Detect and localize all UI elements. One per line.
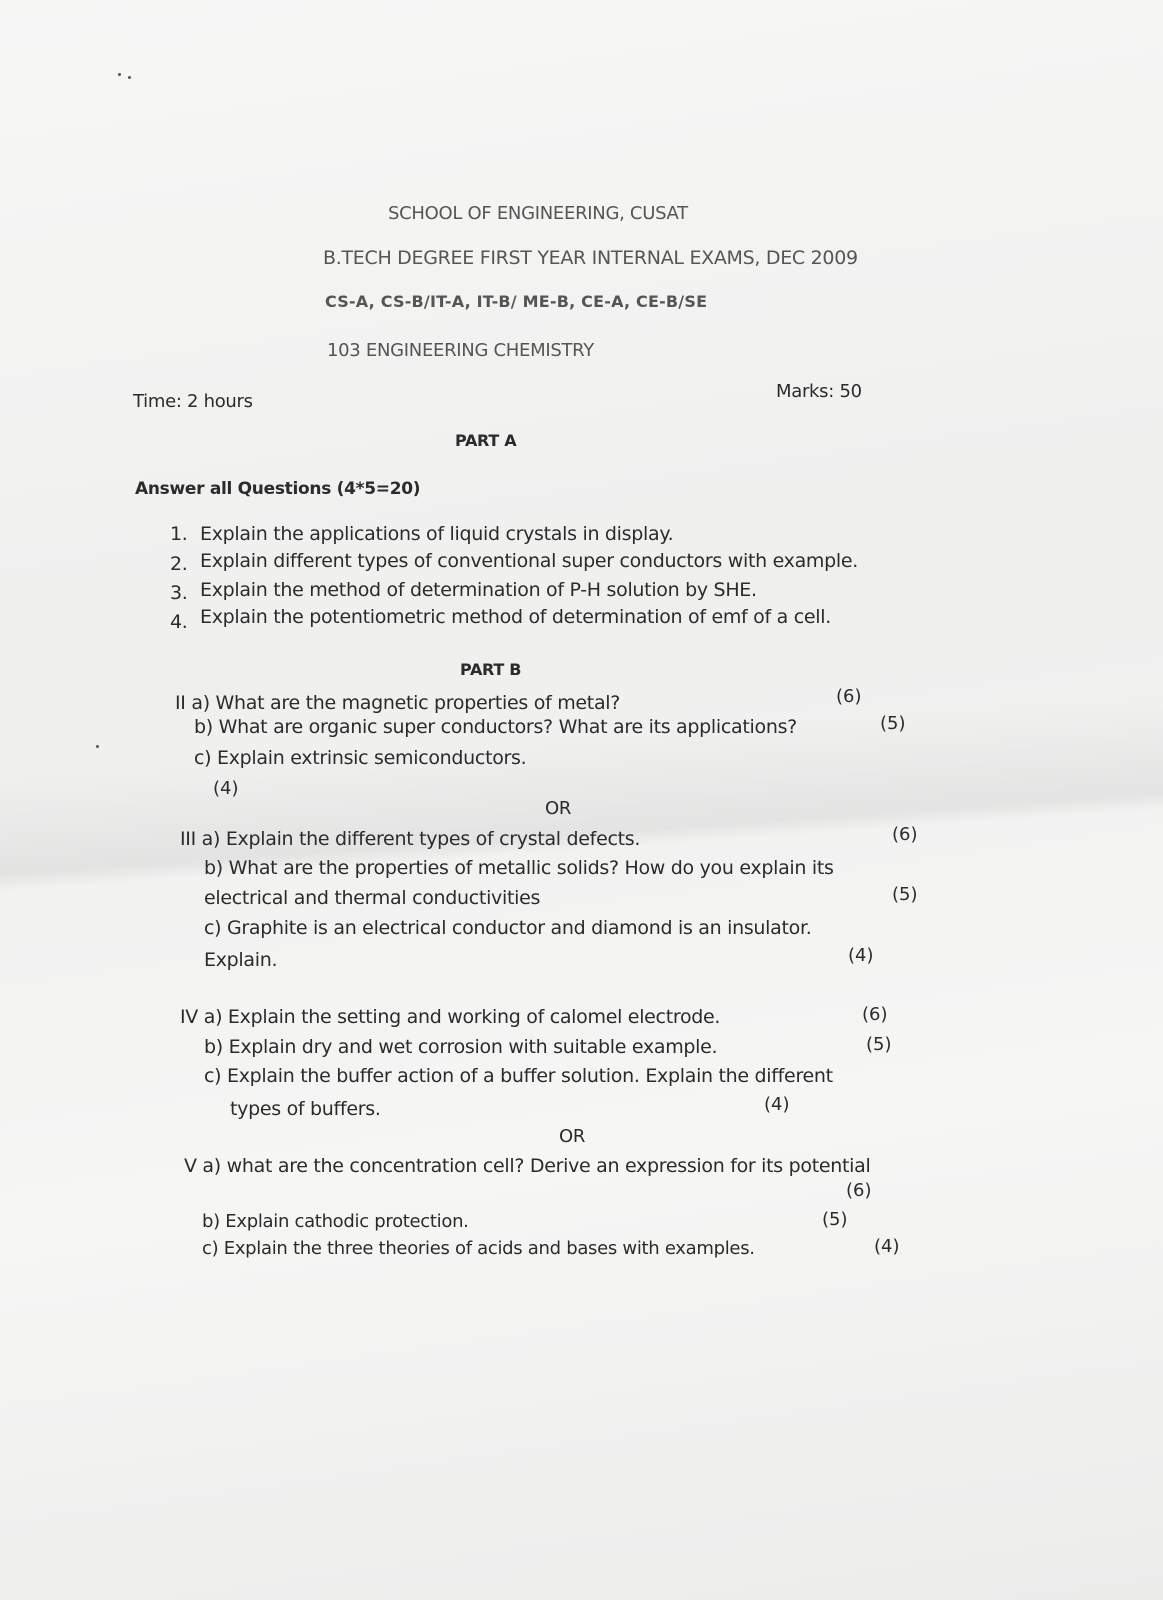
- speck: [128, 76, 131, 79]
- question-number: 1.: [170, 523, 188, 545]
- or-separator: OR: [559, 1126, 586, 1147]
- question-text: c) Graphite is an electrical conductor and diamond is an insulator.: [204, 917, 812, 939]
- question-number: 3.: [170, 582, 188, 604]
- question-marks: (4): [764, 1094, 790, 1115]
- question-marks: (5): [822, 1209, 848, 1230]
- question-text: c) Explain the three theories of acids and bases with examples.: [202, 1238, 755, 1259]
- branches: CS-A, CS-B/IT-A, IT-B/ ME-B, CE-A, CE-B/SE: [325, 292, 708, 311]
- question-text: Explain.: [204, 949, 278, 971]
- question-text: III a) Explain the different types of crystal defects.: [180, 828, 641, 850]
- question-number: 2.: [170, 553, 188, 575]
- question-text: types of buffers.: [230, 1098, 381, 1120]
- speck: [96, 745, 99, 748]
- question-text: V a) what are the concentration cell? Derive an expression for its potential: [184, 1155, 871, 1177]
- question-number: 4.: [170, 611, 188, 633]
- question-marks: (6): [892, 824, 918, 845]
- question-marks: (5): [892, 884, 918, 905]
- or-separator: OR: [545, 798, 572, 819]
- question-text: b) What are organic super conductors? What are its applications?: [194, 716, 797, 738]
- question-marks: (5): [880, 713, 906, 734]
- question-text: b) Explain cathodic protection.: [202, 1211, 469, 1232]
- question-marks: (5): [866, 1034, 892, 1055]
- question-text: II a) What are the magnetic properties of metal?: [175, 692, 621, 714]
- question-text: b) Explain dry and wet corrosion with suitable example.: [204, 1036, 718, 1058]
- subject-title: 103 ENGINEERING CHEMISTRY: [327, 340, 594, 361]
- question-text: IV a) Explain the setting and working of calomel electrode.: [180, 1006, 721, 1028]
- speck: [118, 73, 121, 76]
- question-marks: (6): [836, 686, 862, 707]
- question-marks: (6): [846, 1180, 872, 1201]
- question-text: Explain different types of conventional super conductors with example.: [200, 550, 858, 572]
- question-text: Explain the applications of liquid crystals in display.: [200, 523, 674, 545]
- question-text: b) What are the properties of metallic solids? How do you explain its: [204, 857, 834, 879]
- part-a-heading: PART A: [455, 431, 517, 450]
- question-marks: (6): [862, 1004, 888, 1025]
- question-marks: (4): [213, 778, 239, 799]
- exam-duration: Time: 2 hours: [133, 391, 253, 412]
- part-a-instruction: Answer all Questions (4*5=20): [135, 479, 421, 499]
- question-text: Explain the potentiometric method of determination of emf of a cell.: [200, 606, 831, 628]
- question-marks: (4): [848, 945, 874, 966]
- exam-title: B.TECH DEGREE FIRST YEAR INTERNAL EXAMS, DEC 2009: [323, 247, 858, 269]
- question-marks: (4): [874, 1236, 900, 1257]
- part-b-heading: PART B: [460, 660, 522, 679]
- question-text: electrical and thermal conductivities: [204, 887, 541, 909]
- question-text: c) Explain the buffer action of a buffer solution. Explain the different: [204, 1065, 833, 1087]
- question-text: c) Explain extrinsic semiconductors.: [194, 747, 527, 769]
- question-text: Explain the method of determination of P-H solution by SHE.: [200, 579, 757, 601]
- school-name: SCHOOL OF ENGINEERING, CUSAT: [388, 203, 688, 224]
- total-marks: Marks: 50: [776, 381, 862, 402]
